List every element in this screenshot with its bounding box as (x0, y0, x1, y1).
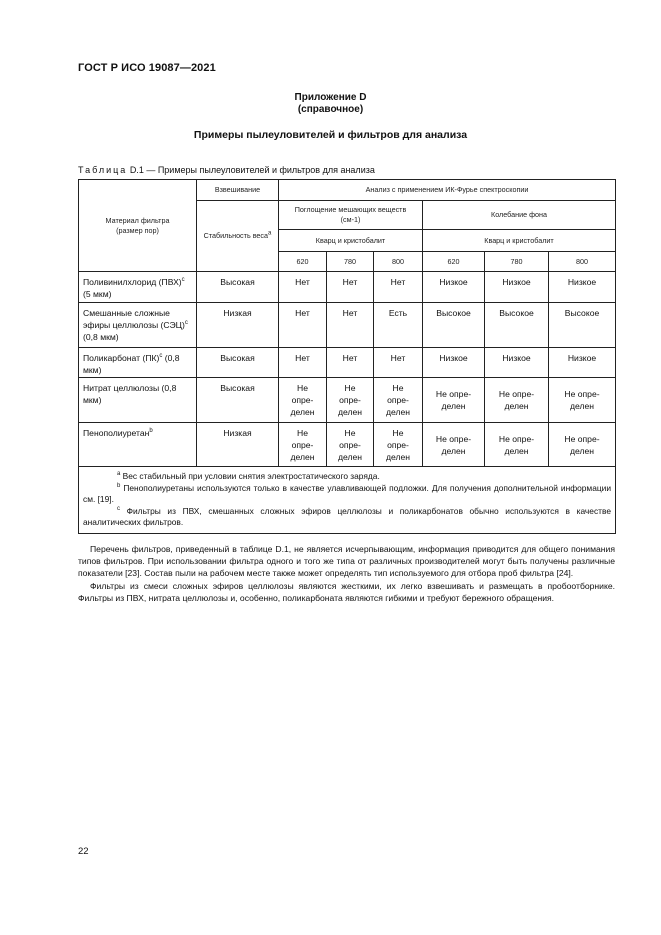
header-material: Материал фильтра (размер пор) (79, 180, 197, 272)
table-row (79, 378, 616, 423)
header-quartz-2: Кварц и кристобалит (423, 229, 615, 251)
row-value: Нет (279, 272, 327, 303)
annex-heading (0, 92, 661, 116)
row-material-sup: c (159, 353, 163, 360)
standard-header: ГОСТ Р ИСО 19087—2021 (78, 62, 216, 74)
row-value: Низкое (423, 348, 485, 378)
table-row (79, 348, 616, 378)
table-note-sup: a (117, 471, 121, 478)
row-value: Низкое (549, 348, 616, 378)
row-value: Не опре- делен (485, 423, 549, 467)
row-value: Низкое (485, 272, 549, 303)
row-value: Низкое (423, 272, 485, 303)
row-material-tail: (5 мкм) (83, 289, 112, 299)
header-background-label: Колебание фона (491, 210, 547, 219)
row-value: Не опре- делен (374, 423, 423, 467)
filters-table (78, 179, 616, 534)
row-material-sup: b (149, 428, 153, 435)
table-row (79, 303, 616, 348)
header-absorption: Поглощение мешающих веществ (см-1) (279, 201, 423, 230)
annex-subtitle: (справочное) (297, 104, 364, 115)
header-stability (197, 201, 279, 272)
row-value: Высокое (549, 303, 616, 348)
row-material (79, 423, 197, 467)
table-notes-row (79, 467, 616, 534)
row-material-label: Поливинилхлорид (ПВХ) (83, 277, 182, 287)
row-stability: Низкая (197, 423, 279, 467)
row-value: Не опре- делен (279, 378, 327, 423)
table-notes (79, 467, 616, 534)
body-paragraph: Фильтры из смеси сложных эфиров целлюлозы являются жесткими, их легко взвешивать и размещать в пробоотборнике. Фильтры из ПВХ, нитрата целлюлозы и, особенно, поликарбоната являются гибкими и требуют бережного обращения. (78, 580, 615, 603)
header-stability-sup: a (268, 230, 272, 237)
body-paragraph: Перечень фильтров, приведенный в таблице D.1, не является исчерпывающим, информация приводится для общего понимания типов фильтров. При использовании фильтра одного и того же типа от различных производителей могут быть получены различные показатели [23]. Состав пыли на рабочем месте также может определять тип используемого для отбора проб фильтра [24]. (78, 544, 615, 579)
row-material-sup: c (181, 277, 185, 284)
table-row (79, 423, 616, 467)
row-material (79, 272, 197, 303)
table-row (79, 272, 616, 303)
row-value: Нет (374, 348, 423, 378)
row-material-label: Поликарбонат (ПК) (83, 353, 160, 363)
row-material-label: Нитрат целлюлозы (0,8 мкм) (83, 383, 177, 405)
header-wavenumber: 620 (279, 252, 327, 272)
row-value: Высокое (485, 303, 549, 348)
row-stability: Низкая (197, 303, 279, 348)
row-material-tail: (0,8 мкм) (83, 332, 119, 342)
row-value: Нет (327, 303, 374, 348)
header-wavenumber: 800 (549, 252, 616, 272)
table-note (83, 506, 611, 529)
body-text (78, 543, 615, 604)
header-quartz-1: Кварц и кристобалит (279, 230, 423, 252)
header-wavenumber: 780 (485, 252, 549, 272)
page-number: 22 (78, 846, 89, 857)
row-material-sup: c (184, 320, 188, 327)
header-wavenumber: 780 (327, 252, 374, 272)
row-value: Не опре- делен (327, 423, 374, 467)
row-value: Нет (374, 272, 423, 303)
row-material-label: Пенополиуретан (83, 428, 150, 438)
table-note-sup: c (117, 505, 120, 512)
table-note (83, 471, 611, 483)
row-value: Не опре- делен (423, 423, 485, 467)
row-stability: Высокая (197, 378, 279, 423)
row-stability: Высокая (197, 348, 279, 378)
row-value: Не опре- делен (374, 378, 423, 423)
row-value: Не опре- делен (549, 378, 616, 423)
row-material (79, 378, 197, 423)
row-value: Не опре- делен (327, 378, 374, 423)
table-note (83, 483, 611, 506)
table-caption (78, 165, 375, 175)
table-note-text: Пенополиуретаны используются только в качестве улавливающей подложки. Для получения дополнительной информации см. [19]. (83, 482, 611, 504)
header-background (423, 201, 616, 252)
row-value: Высокое (423, 303, 485, 348)
table-note-text: Фильтры из ПВХ, смешанных сложных эфиров целлюлозы и поликарбонатов обычно используются в качестве аналитических фильтров. (83, 505, 611, 527)
annex-title: Приложение D (294, 92, 367, 103)
header-ftir: Анализ с применением ИК-Фурье спектроскопии (279, 180, 616, 201)
row-value: Низкое (549, 272, 616, 303)
row-value: Нет (327, 348, 374, 378)
row-value: Нет (327, 272, 374, 303)
header-stability-label: Стабильность веса (203, 231, 269, 240)
header-weighing: Взвешивание (197, 180, 279, 201)
section-title: Примеры пылеуловителей и фильтров для анализа (193, 129, 468, 141)
row-material-tail: (0,8 мкм) (83, 353, 180, 375)
header-wavenumber: 620 (423, 252, 485, 272)
table-note-sup: b (117, 482, 121, 489)
row-material (79, 303, 197, 348)
row-material (79, 348, 197, 378)
table-note-text: Вес стабильный при условии снятия электростатического заряда. (120, 471, 380, 481)
row-value: Нет (279, 303, 327, 348)
header-wavenumber: 800 (374, 252, 423, 272)
row-value: Не опре- делен (485, 378, 549, 423)
row-value: Нет (279, 348, 327, 378)
row-value: Не опре- делен (549, 423, 616, 467)
row-stability: Высокая (197, 272, 279, 303)
table-caption-text: D.1 — Примеры пылеуловителей и фильтров для анализа (129, 165, 375, 175)
row-value: Низкое (485, 348, 549, 378)
row-value: Не опре- делен (279, 423, 327, 467)
row-value: Есть (374, 303, 423, 348)
row-material-label: Смешанные сложные эфиры целлюлозы (СЭЦ) (83, 308, 185, 330)
table-caption-label: Таблица (78, 165, 128, 175)
row-value: Не опре- делен (423, 378, 485, 423)
